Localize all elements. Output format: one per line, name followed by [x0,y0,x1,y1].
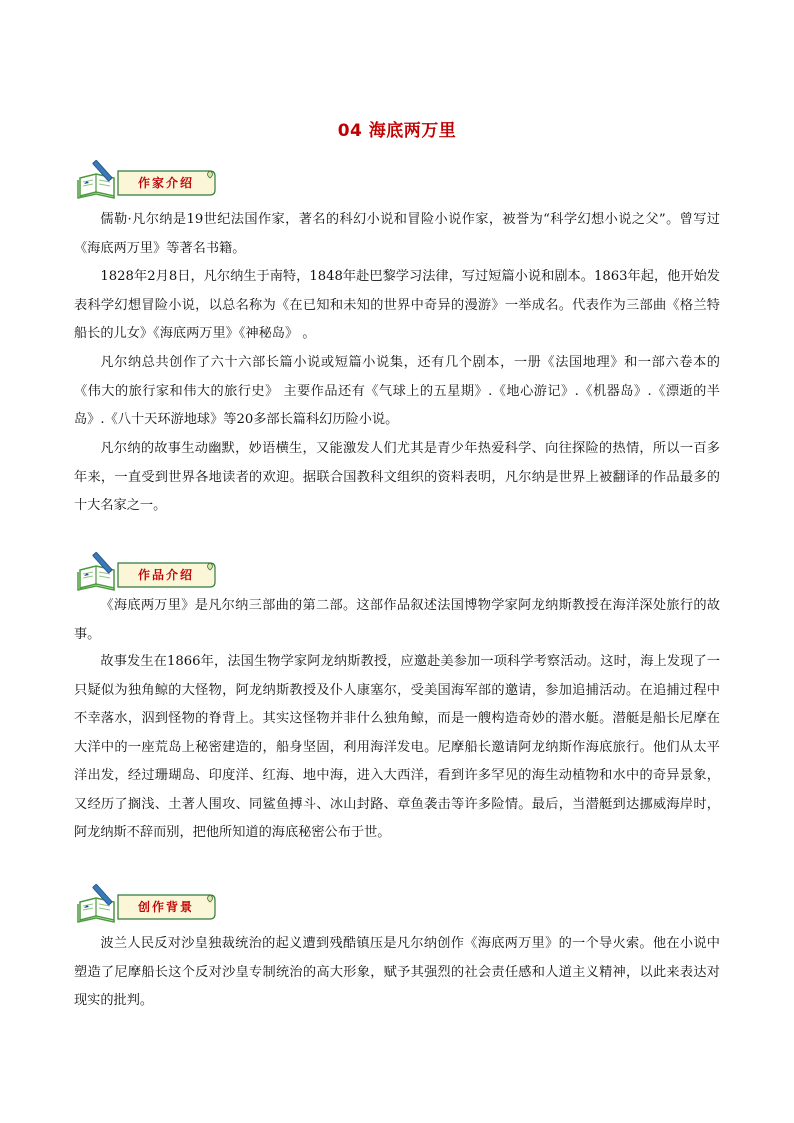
paragraph: 凡尔纳的故事生动幽默，妙语横生，又能激发人们尤其是青少年热爱科学、向往探险的热情，所以一百多年来，一直受到世界各地读者的欢迎。据联合国教科文组织的资料表明，凡尔纳是世界上被翻译的作品最多的十大名家之一。 [74,441,720,513]
paragraph: 儒勒·凡尔纳是19世纪法国作家，著名的科幻小说和冒险小说作家，被誉为“科学幻想小说之父”。曾写过《海底两万里》等著名书籍。 [74,212,720,256]
section-header-work [74,552,224,592]
section-header-author [74,160,224,200]
paragraph: 《海底两万里》是凡尔纳三部曲的第二部。这部作品叙述法国博物学家阿龙纳斯教授在海洋深处旅行的故事。 [74,598,720,642]
paragraph: 1828年2月8日，凡尔纳生于南特，1848年赴巴黎学习法律，写过短篇小说和剧本。1863年起，他开始发表科学幻想冒险小说，以总名称为《在已知和未知的世界中奇异的漫游》一举成名。代表作为三部曲《格兰特船长的儿女》《海底两万里》《神秘岛》 。 [74,269,720,341]
section-label: 作家介绍 [137,176,194,190]
paragraph: 波兰人民反对沙皇独裁统治的起义遭到残酷镇压是凡尔纳创作《海底两万里》的一个导火索。他在小说中塑造了尼摩船长这个反对沙皇专制统治的高大形象，赋予其强烈的社会责任感和人道主义精神，以此来表达对现实的批判。 [74,936,720,1008]
section-label: 作品介绍 [137,568,194,582]
page-title: 04 海底两万里 [337,121,457,141]
paragraph: 凡尔纳总共创作了六十六部长篇小说或短篇小说集，还有几个剧本，一册《法国地理》和一部六卷本的《伟大的旅行家和伟大的旅行史》 主要作品还有《气球上的五星期》.《地心游记》.《机器岛》.《漂逝的半岛》.《八十天环游地球》等20多部长篇科幻历险小说。 [74,355,720,427]
section-header-background [74,884,224,924]
section-label: 创作背景 [137,900,194,914]
paragraph: 故事发生在1866年，法国生物学家阿龙纳斯教授，应邀赴美参加一项科学考察活动。这时，海上发现了一只疑似为独角鲸的大怪物，阿龙纳斯教授及仆人康塞尔，受美国海军部的邀请，参加追捕活动。在追捕过程中不幸落水，泅到怪物的脊背上。其实这怪物并非什么独角鲸，而是一艘构造奇妙的潜水艇。潜艇是船长尼摩在大洋中的一座荒岛上秘密建造的，船身坚固，利用海洋发电。尼摩船长邀请阿龙纳斯作海底旅行。他们从太平洋出发，经过珊瑚岛、印度洋、红海、地中海，进入大西洋，看到许多罕见的海生动植物和水中的奇异景象，又经历了搁浅、土著人围攻、同鲨鱼搏斗、冰山封路、章鱼袭击等许多险情。最后，当潜艇到达挪威海岸时，阿龙纳斯不辞而别，把他所知道的海底秘密公布于世。 [74,654,720,840]
